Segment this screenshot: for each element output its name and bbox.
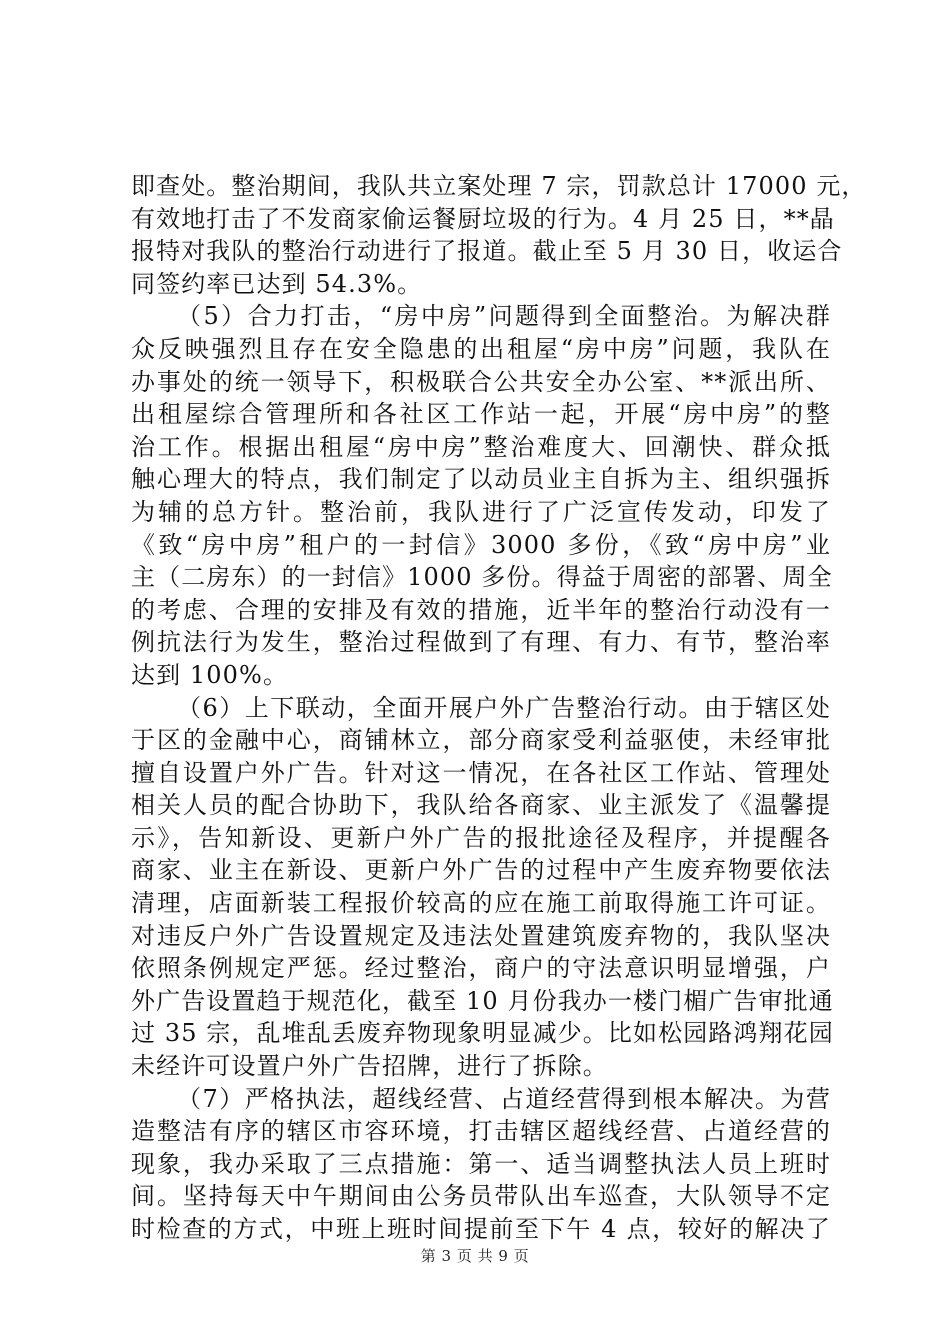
text-line: 治工作。根据出租屋“房中房”整治难度大、回潮快、群众抵 [131, 432, 831, 461]
text-line: 即查处。整治期间，我队共立案处理 7 宗，罚款总计 17000 元， [131, 172, 867, 200]
text-line: 清理，店面新装工程报价较高的应在施工前取得施工许可证。 [131, 889, 831, 918]
text-line: 相关人员的配合协助下，我队给各商家、业主派发了《温馨提 [131, 791, 831, 820]
text-line: 《致“房中房”租户的一封信》3000 多份，《致“房中房”业 [131, 530, 831, 559]
text-line: 有效地打击了不发商家偷运餐厨垃圾的行为。4 月 25 日，**晶 [131, 204, 835, 233]
text-line: 未经许可设置户外广告招牌，进行了拆除。 [131, 1052, 608, 1081]
text-line: 出租屋综合管理所和各社区工作站一起，开展“房中房”的整 [131, 400, 831, 429]
paragraph-5-heading-line: （5）合力打击，“房中房”问题得到全面整治。为解决群 [177, 302, 831, 331]
text-line: 于区的金融中心，商铺林立，部分商家受利益驱使，未经审批 [131, 726, 831, 755]
text-line: 依照条例规定严惩。经过整治，商户的守法意识明显增强，户 [131, 954, 831, 983]
text-line: 办事处的统一领导下，积极联合公共安全办公室、**派出所、 [131, 367, 831, 396]
text-line: 报特对我队的整治行动进行了报道。截止至 5 月 30 日，收运合 [131, 237, 843, 266]
body-text [131, 170, 867, 1246]
page-number-footer: 第 3 页 共 9 页 [420, 1247, 530, 1265]
text-line: 的考虑、合理的安排及有效的措施，近半年的整治行动没有一 [131, 595, 831, 624]
text-line: 同签约率已达到 54.3%。 [131, 269, 423, 298]
text-line: 现象，我办采取了三点措施：第一、适当调整执法人员上班时 [131, 1149, 831, 1178]
text-line: 为辅的总方针。整治前，我队进行了广泛宣传发动，印发了 [131, 497, 831, 526]
text-line: 示》，告知新设、更新户外广告的报批途径及程序，并提醒各 [131, 823, 831, 852]
paragraph-6-heading-line: （6）上下联动，全面开展户外广告整治行动。由于辖区处 [177, 693, 831, 722]
text-line: 对违反户外广告设置规定及违法处置建筑废弃物的，我队坚决 [131, 921, 831, 950]
text-line: 触心理大的特点，我们制定了以动员业主自拆为主、组织强拆 [131, 465, 831, 494]
text-line: 外广告设置趋于规范化，截至 10 月份我办一楼门楣广告审批通 [131, 986, 834, 1015]
text-line: 造整洁有序的辖区市容环境，打击辖区超线经营、占道经营的 [131, 1117, 831, 1146]
text-line: 过 35 宗，乱堆乱丢废弃物现象明显减少。比如松园路鸿翔花园 [131, 1019, 834, 1048]
text-line: 商家、业主在新设、更新户外广告的过程中产生废弃物要依法 [131, 856, 831, 885]
text-line: 例抗法行为发生，整治过程做到了有理、有力、有节，整治率 [131, 628, 831, 657]
text-line: 达到 100%。 [131, 660, 289, 689]
text-line: 间。坚持每天中午期间由公务员带队出车巡查，大队领导不定 [131, 1182, 831, 1211]
paragraph-7-heading-line: （7）严格执法，超线经营、占道经营得到根本解决。为营 [177, 1084, 831, 1113]
text-line: 主（二房东）的一封信》1000 多份。得益于周密的部署、周全 [131, 563, 833, 592]
text-line: 时检查的方式，中班上班时间提前至下午 4 点，较好的解决了 [131, 1215, 831, 1243]
text-line: 擅自设置户外广告。针对这一情况，在各社区工作站、管理处 [131, 758, 831, 787]
text-line: 众反映强烈且存在安全隐患的出租屋“房中房”问题，我队在 [131, 334, 831, 363]
